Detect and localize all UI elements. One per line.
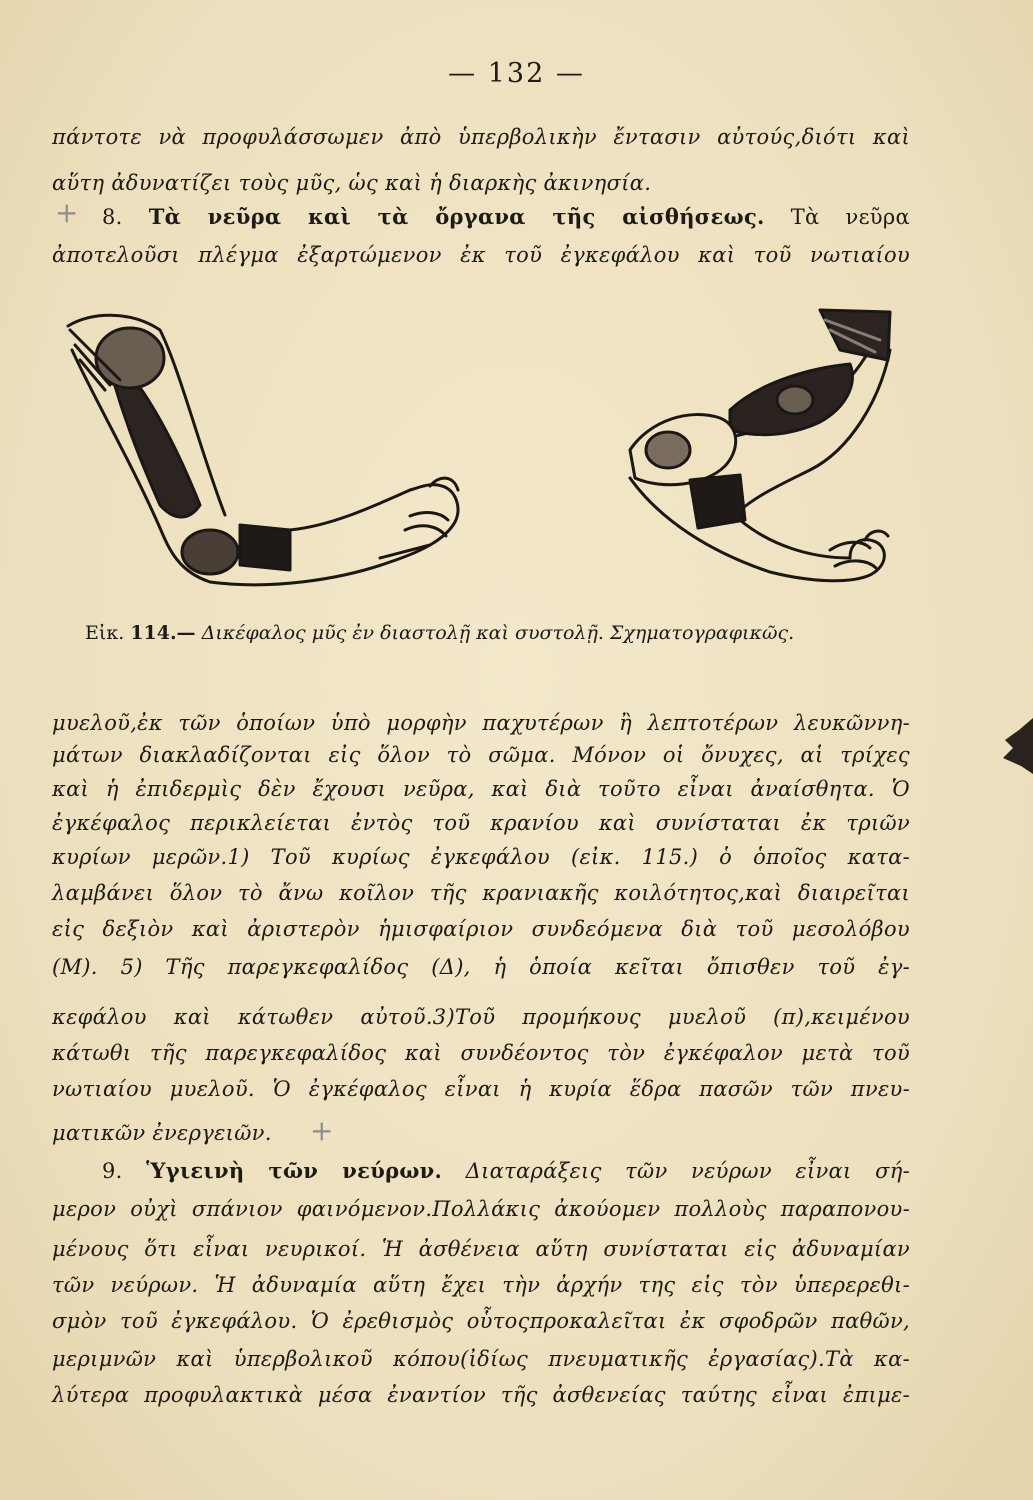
text-line: μάτων διακλαδίζονται εἰς ὅλον τὸ σῶμα. Μόνον οἱ ὄνυχες, αἱ τρίχες <box>52 743 910 767</box>
text-line: κάτωθι τῆς παρεγκεφαλίδος καὶ συνδέοντος τὸν ἐγκέφαλον μετὰ τοῦ <box>52 1041 910 1065</box>
section-8-number: 8. <box>102 205 123 229</box>
section-8-heading-line <box>102 202 910 232</box>
arm-extended-drawing <box>68 315 458 585</box>
margin-cross-mark: + <box>310 1114 334 1147</box>
text-line: μένους ὅτι εἶναι νευρικοί. Ἡ ἀσθένεια αὕτη συνίσταται εἰς ἀδυναμίαν <box>52 1237 910 1261</box>
section-8-text-start: Τὰ νεῦρα <box>790 205 910 229</box>
text-line: κεφάλου καὶ κάτωθεν αὐτοῦ.3)Τοῦ προμήκους μυελοῦ (π),κειμένου <box>52 1005 910 1029</box>
figure-caption <box>85 622 905 644</box>
text-line: μεριμνῶν καὶ ὑπερβολικοῦ κόπου(ἰδίως πνευματικῆς ἐργασίας).Τὰ κα- <box>52 1347 910 1371</box>
text-line: τῶν νεύρων. Ἡ ἀδυναμία αὕτη ἔχει τὴν ἀρχήν της εἰς τὸν ὑπερερεθι- <box>52 1273 910 1297</box>
section-9-text-start: Διαταράξεις τῶν νεύρων εἶναι σή- <box>465 1159 910 1183</box>
figure-caption-label: Εἰκ. <box>85 622 125 644</box>
text-line: ἐγκέφαλος περικλείεται ἐντὸς τοῦ κρανίου καὶ συνίσταται ἐκ τριῶν <box>52 811 910 835</box>
text-line: ἀποτελοῦσι πλέγμα ἐξαρτώμενον ἐκ τοῦ ἐγκεφάλου καὶ τοῦ νωτιαίου <box>52 243 910 267</box>
text-line: κυρίων μερῶν.1) Τοῦ κυρίως ἐγκεφάλου (εἰκ. 115.) ὁ ὁποῖος κατα- <box>52 845 910 869</box>
text-line: σμὸν τοῦ ἐγκεφάλου. Ὁ ἐρεθισμὸς οὗτοςπροκαλεῖται ἐκ σφοδρῶν παθῶν, <box>52 1309 910 1333</box>
section-9-title: Ὑγιεινὴ τῶν νεύρων. <box>146 1158 443 1183</box>
page-number: — 132 — <box>448 58 585 89</box>
biceps-figure-illustration <box>50 290 910 610</box>
text-line: εἰς δεξιὸν καὶ ἀριστερὸν ἡμισφαίριον συνδεόμενα διὰ τοῦ μεσολόβου <box>52 917 910 941</box>
text-line: νωτιαίου μυελοῦ. Ὁ ἐγκέφαλος εἶναι ἡ κυρία ἕδρα πασῶν τῶν πνευ- <box>52 1077 910 1101</box>
section-8-title: Τὰ νεῦρα καὶ τὰ ὄργανα τῆς αἰσθήσεως. <box>148 204 765 229</box>
paper-tear-mark <box>999 718 1033 774</box>
section-9-number: 9. <box>102 1159 123 1183</box>
text-line: λύτερα προφυλακτικὰ μέσα ἐναντίον τῆς ἀσθενείας ταύτης εἶναι ἐπιμε- <box>52 1383 910 1407</box>
text-line: αὕτη ἀδυνατίζει τοὺς μῦς, ὡς καὶ ἡ διαρκὴς ἀκινησία. <box>52 171 652 195</box>
margin-cross-mark: + <box>55 196 79 229</box>
text-line: μυελοῦ,ἐκ τῶν ὁποίων ὑπὸ μορφὴν παχυτέρων ἢ λεπτοτέρων λευκῶννη- <box>52 711 910 735</box>
text-line: μερον οὐχὶ σπάνιον φαινόμενον.Πολλάκις ἀκούομεν πολλοὺς παραπονου- <box>52 1197 910 1221</box>
text-line: ματικῶν ἐνεργειῶν. <box>52 1121 272 1145</box>
text-line: (Μ). 5) Τῆς παρεγκεφαλίδος (Δ), ἡ ὁποία κεῖται ὄπισθεν τοῦ ἐγ- <box>52 955 910 979</box>
text-line: πάντοτε νὰ προφυλάσσωμεν ἀπὸ ὑπερβολικὴν ἔντασιν αὐτούς,διότι καὶ <box>52 125 910 149</box>
section-9-heading-line <box>102 1156 910 1186</box>
arm-flexed-drawing <box>630 310 890 581</box>
text-line: λαμβάνει ὅλον τὸ ἄνω κοῖλον τῆς κρανιακῆς κοιλότητος,καὶ διαιρεῖται <box>52 881 910 905</box>
figure-caption-text: Δικέφαλος μῦς ἐν διαστολῇ καὶ συστολῇ. Σχηματογραφικῶς. <box>201 622 795 644</box>
figure-caption-number: 114.— <box>130 622 196 644</box>
text-line: καὶ ἡ ἐπιδερμὶς δὲν ἔχουσι νεῦρα, καὶ διὰ τοῦτο εἶναι ἀναίσθητα. Ὁ <box>52 777 910 801</box>
